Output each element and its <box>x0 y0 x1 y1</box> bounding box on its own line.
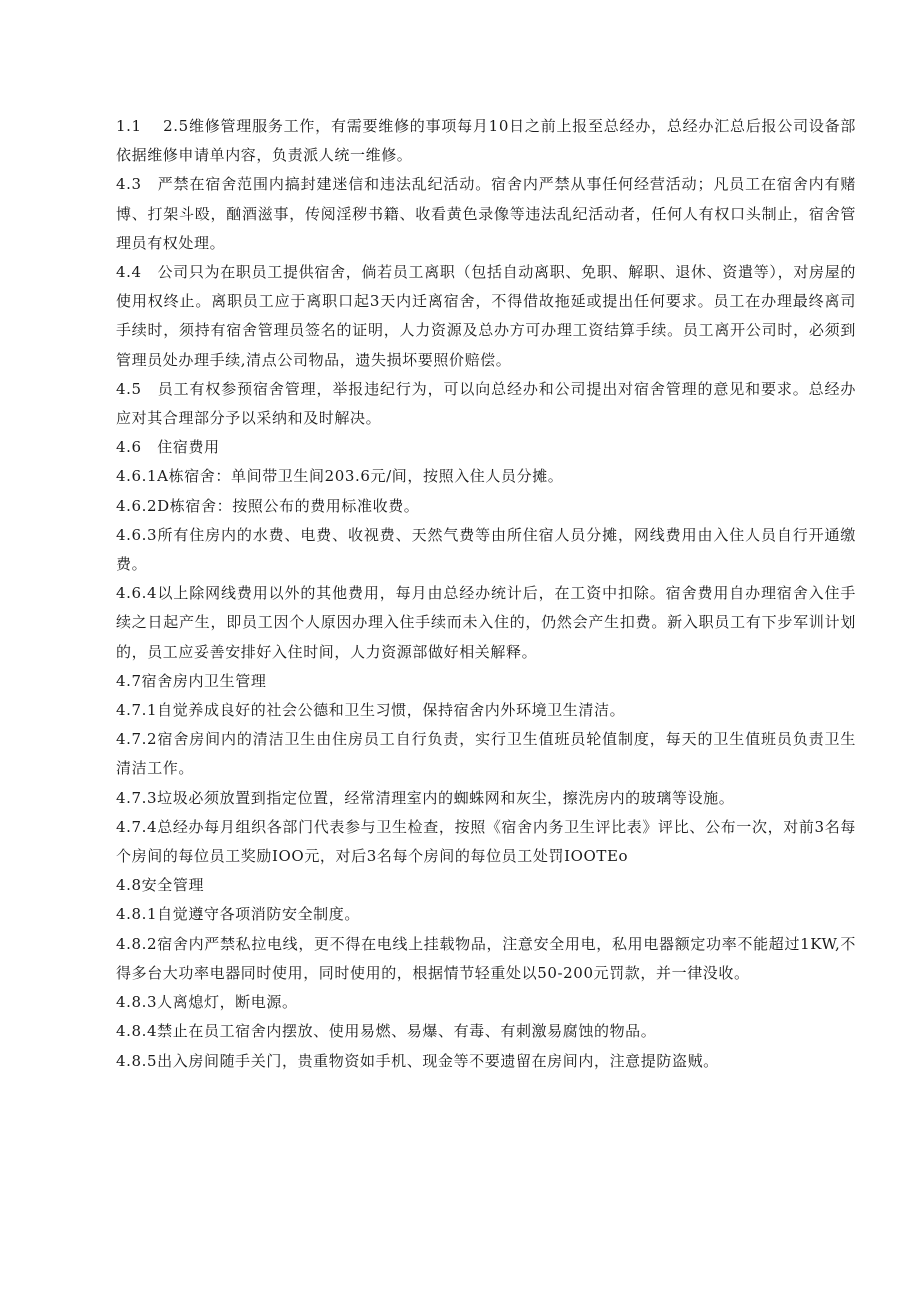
paragraph-4-6-1: 4.6.1A栋宿舍：单间带卫生间203.6元/间，按照入住人员分摊。 <box>116 467 564 486</box>
paragraph-4-6-3: 4.6.3所有住房内的水费、电费、收视费、天然气费等由所住宿人员分摊，网线费用由入住人员自行开通缴费。 <box>116 525 856 574</box>
paragraph-4-7-3: 4.7.3垃圾必须放置到指定位置，经常清理室内的蜘蛛网和灰尘，擦洗房内的玻璃等设施。 <box>116 788 735 807</box>
paragraph-4-8-1: 4.8.1自觉遵守各项消防安全制度。 <box>116 905 360 924</box>
paragraph-4-6-4: 4.6.4以上除网线费用以外的其他费用，每月由总经办统计后，在工资中扣除。宿舍费用自办理宿舍入住手续之日起产生，即员工因个人原因办理入住手续而未入住的，仍然会产生扣费。新入职员工有下步军训计划的，员工应妥善安排好入住时间，人力资源部做好相关解释。 <box>116 584 856 661</box>
paragraph-4-8-4: 4.8.4禁止在员工宿舍内摆放、使用易燃、易爆、有毒、有刺激易腐蚀的物品。 <box>116 1022 657 1041</box>
document-body <box>116 112 856 1076</box>
paragraph-4-8-3: 4.8.3人离熄灯，断电源。 <box>116 993 298 1012</box>
paragraph-4-8-5: 4.8.5出入房间随手关门，贵重物资如手机、现金等不要遗留在房间内，注意提防盗贼。 <box>116 1051 719 1070</box>
paragraph-4-5-employee-participation: 4.5 员工有权参预宿舍管理，举报违纪行为，可以向总经办和公司提出对宿舍管理的意见和要求。总经办应对其合理部分予以采纳和及时解决。 <box>116 379 856 428</box>
paragraph-4-3-prohibited-activities: 4.3 严禁在宿舍范围内搞封建迷信和违法乱纪活动。宿舍内严禁从事任何经营活动；凡员工在宿舍内有赌博、打架斗殴，酗酒滋事，传阅淫秽书籍、收看黄色录像等违法乱纪活动者，任何人有权口头制止，宿舍管理员有权处理。 <box>116 175 856 252</box>
heading-4-6-accommodation-fees: 4.6 住宿费用 <box>116 438 220 457</box>
paragraph-4-4-dormitory-eligibility: 4.4 公司只为在职员工提供宿舍，倘若员工离职（包括自动离职、免职、解职、退休、资遣等），对房屋的使用权终止。离职员工应于离职口起3天内迁离宿舍，不得借故拖延或提出任何要求。员工在办理最终离司手续时，须持有宿舍管理员签名的证明，人力资源及总办方可办理工资结算手续。员工离开公司时，必须到管理员处办理手续,清点公司物品，遗失损坏要照价赔偿。 <box>116 263 856 369</box>
paragraph-4-7-2: 4.7.2宿舍房间内的清洁卫生由住房员工自行负责，实行卫生值班员轮值制度，每天的卫生值班员负责卫生清洁工作。 <box>116 730 856 778</box>
paragraph-4-7-4: 4.7.4总经办每月组织各部门代表参与卫生检查，按照《宿舍内务卫生评比表》评比、公布一次，对前3名每个房间的每位员工奖励IOO元，对后3名每个房间的每位员工处罚IOOTEo <box>116 817 856 866</box>
paragraph-4-8-2: 4.8.2宿舍内严禁私拉电线，更不得在电线上挂载物品，注意安全用电，私用电器额定功率不能超过1KW,不得多台大功率电器同时使用，同时使用的，根据情节轻重处以50-200元罚款，并一律没收。 <box>116 934 856 982</box>
paragraph-4-7-1: 4.7.1自觉养成良好的社会公德和卫生习惯，保持宿舍内外环境卫生清洁。 <box>116 701 626 720</box>
heading-4-7-hygiene-management: 4.7宿舍房内卫生管理 <box>116 671 267 690</box>
paragraph-1-1-maintenance: 1.1 2.5维修管理服务工作，有需要维修的事项每月10日之前上报至总经办，总经办汇总后报公司设备部依据维修申请单内容，负责派人统一维修。 <box>116 117 856 165</box>
heading-4-8-safety-management: 4.8安全管理 <box>116 876 205 895</box>
paragraph-4-6-2: 4.6.2D栋宿舍：按照公布的费用标准收费。 <box>116 496 420 515</box>
